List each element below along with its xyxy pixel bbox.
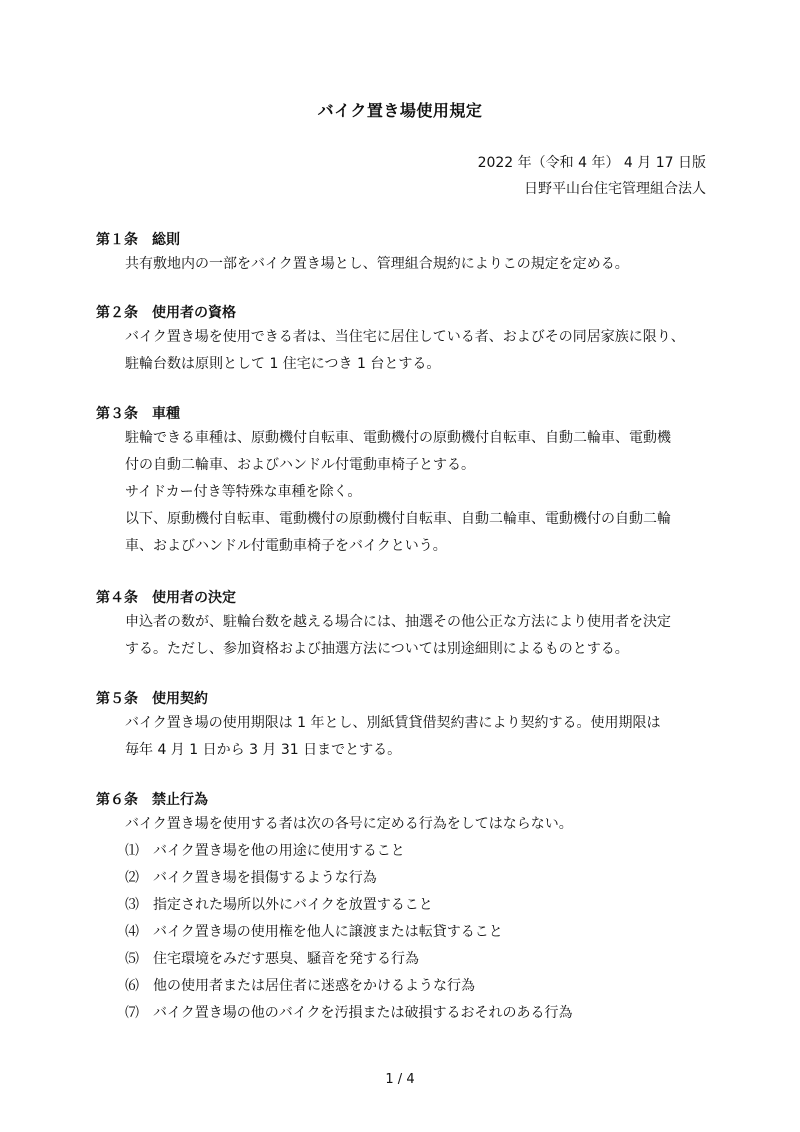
article-paragraph: 駐輪台数は原則として 1 住宅につき 1 台とする。 [125,356,441,372]
list-item [96,1000,716,1027]
article-paragraph: サイドカー付き等特殊な車種を除く。 [125,484,362,500]
list-item [96,946,716,973]
article-paragraph: 以下、原動機付自転車、電動機付の原動機付自転車、自動二輪車、電動機付の自動二輪 [125,511,671,527]
article-heading: 第４条 使用者の決定 [96,590,236,606]
item-number: ⑴ [125,843,139,859]
item-text: バイク置き場の使用権を他人に譲渡または転貸すること [153,924,503,940]
item-number: ⑵ [125,870,139,886]
item-number: ⑹ [125,978,139,994]
article-paragraph: 車、およびハンドル付電動車椅子をバイクという。 [125,538,447,554]
article-paragraph: バイク置き場の使用期限は 1 年とし、別紙賃貸借契約書により契約する。使用期限は [125,715,661,731]
article-paragraph: 駐輪できる車種は、原動機付自転車、電動機付の原動機付自転車、自動二輪車、電動機 [125,430,671,446]
list-item [96,838,716,865]
article-1 [96,229,716,278]
list-item [96,973,716,1000]
article-paragraph: 共有敷地内の一部をバイク置き場とし、管理組合規約によりこの規定を定める。 [125,256,629,272]
item-number: ⑷ [125,924,139,940]
page-number: 1 / 4 [385,1072,415,1087]
item-number: ⑶ [125,897,139,913]
article-paragraph: する。ただし、参加資格および抽選方法については別途細則によるものとする。 [125,641,629,657]
article-paragraph: 申込者の数が、駐輪台数を越える場合には、抽選その他公正な方法により使用者を決定 [125,614,671,630]
list-item [96,865,716,892]
article-paragraph: バイク置き場を使用する者は次の各号に定める行為をしてはならない。 [125,816,573,832]
item-number: ⑸ [125,951,139,967]
document-title: バイク置き場使用規定 [317,101,483,120]
article-heading: 第６条 禁止行為 [96,792,208,808]
document-date: 2022 年（令和 4 年） 4 月 17 日版 [477,155,706,171]
article-2 [96,302,716,378]
item-text: 指定された場所以外にバイクを放置すること [153,897,433,913]
article-5 [96,688,716,764]
list-item [96,919,716,946]
item-text: バイク置き場を損傷するような行為 [153,870,377,886]
article-paragraph: バイク置き場を使用できる者は、当住宅に居住している者、およびその同居家族に限り、 [125,329,685,345]
item-text: 他の使用者または居住者に迷惑をかけるような行為 [153,978,475,994]
article-paragraph: 毎年 4 月 1 日から 3 月 31 日までとする。 [125,742,402,758]
article-heading: 第３条 車種 [96,406,180,422]
item-text: バイク置き場を他の用途に使用すること [153,843,405,859]
article-4 [96,587,716,663]
item-text: バイク置き場の他のバイクを汚損または破損するおそれのある行為 [153,1005,573,1021]
article-heading: 第２条 使用者の資格 [96,305,236,321]
document-organization: 日野平山台住宅管理組合法人 [524,181,706,197]
article-heading: 第５条 使用契約 [96,691,208,707]
article-3 [96,403,716,560]
item-text: 住宅環境をみだす悪臭、騒音を発する行為 [153,951,419,967]
list-item [96,892,716,919]
article-heading: 第１条 総則 [96,232,180,248]
article-6 [96,789,716,1027]
item-number: ⑺ [125,1005,139,1021]
article-paragraph: 付の自動二輪車、およびハンドル付電動車椅子とする。 [125,457,475,473]
